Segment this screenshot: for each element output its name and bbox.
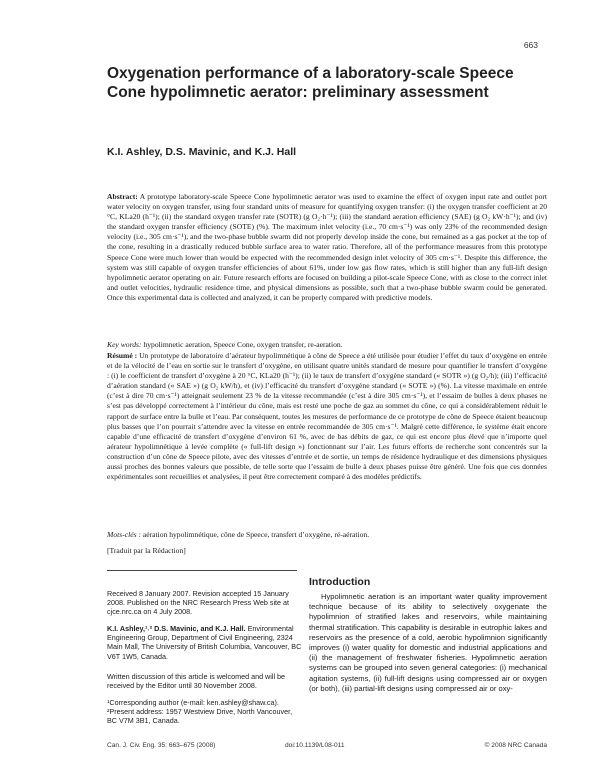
- doi: doi:10.1139/L08-011: [285, 742, 345, 749]
- article-title: Oxygenation performance of a laboratory-scale Speece Cone hypolimnetic aerator: preliminary assessment: [107, 65, 514, 101]
- page-number: 663: [523, 40, 538, 50]
- mots-cles-label: Mots-clés :: [107, 530, 141, 539]
- footnote-divider: [107, 570, 297, 571]
- resume-text: Un prototype de laboratoire d’aérateur hypolimnétique à cône de Speece a été utilisée pour étudier l’effet du taux d’oxygène en entrée et de la vélocité de l’eau en sortie sur le transfert d’oxygène, en utilisant quatre unités standard de mesure pour quantifier le transfert d’oxygène : (i) le coefficient de transfert d’oxygène à 20 °C, KLa20 (h⁻¹); (ii) le taux de transfert d’oxygène standard (« SOTR ») (g O₂/h); (iii) l’efficacité d’aération standard (« SAE ») (g O₂ kW/h), et (iv) l’efficacité du transfert d’oxygène standard (« SOTE ») (%). La vitesse maximale en entrée (c’est à dire 70 cm·s⁻¹) atteignait seulement 23 % de la vitesse recommandée (c’est à dire 305 cm·s⁻¹), et l’essaim de bulles à deux phases ne s’est pas développé correctement à l’intérieur du cône, mais est resté une poche de gaz au sommet du cône, ce qui a considérablement réduit le rapport de surface entre la bulle et l’eau. Par conséquent, toutes les mesures de performance de ce prototype de cône de Speece étaient beaucoup plus basses que l’on pourrait s’attendre avec la vitesse en entrée recommandée de 305 cm·s⁻¹. Malgré cette différence, le système était encore capable d’une efficacité de transfert d’oxygène d’environ 61 %, avec de bas débits de gaz, ce qui est encore plus élevé que n’importe quel aérateur hypolimnétique à levée complète (« full-lift design ») fonctionnant sur l’air. Les futurs efforts de recherche sont concentrés sur la construction d’un cône de Speece pilote, avec des vitesses d’entrée et de sortie, un temps de résidence hydraulique et des dimensions physiques aussi proches des bonnes valeurs que possible, de telle sorte que l’essaim de bulle à deux phases puisse être généré. Une fois que ces données expérimentales sont recueillies et analysées, il peut être correctement comparé à des modèles prédictifs.: [107, 351, 548, 482]
- resume-label: Résumé :: [107, 351, 138, 360]
- copyright: © 2008 NRC Canada: [484, 742, 547, 749]
- corresponding-footnotes: [107, 698, 303, 726]
- introduction-heading: Introduction: [309, 576, 371, 588]
- abstract: [107, 192, 547, 303]
- keywords: [107, 340, 547, 350]
- keywords-text: hypolimnetic aeration, Speece Cone, oxygen transfer, re-aeration.: [143, 340, 343, 349]
- abstract-text: A prototype laboratory-scale Speece Cone hypolimnetic aerator was used to examine the effect of oxygen input rate and outlet port water velocity on oxygen transfer, using four standard units of measure for quantifying oxygen transfer: (i) the oxygen transfer coefficient at 20 °C, KLa20 (h⁻¹); (ii) the standard oxygen transfer rate (SOTR) (g O₂·h⁻¹); (iii) the standard aeration efficiency (SAE) (g O₂ kW·h⁻¹); and (iv) the standard oxygen transfer efficiency (SOTE) (%). The maximum inlet velocity (i.e., 70 cm·s⁻¹) was only 23% of the recommended design velocity (i.e., 305 cm·s⁻¹), and the two-phase bubble swarm did not properly develop inside the cone, but remained as a gas pocket at the top of the cone, resulting in a drastically reduced bubble surface area to water ratio. Therefore, all of the performance measures from this prototype Speece Cone were much lower than would be expected with the recommended design inlet velocity of 305 cm·s⁻¹. Despite this difference, the system was still capable of oxygen transfer efficiencies of about 61%, under low gas flow rates, which is still higher than any full-lift design hypolimnetic aerator operating on air. Future research efforts are focused on building a pilot-scale Speece Cone, with as close to the correct inlet and outlet velocities, hydraulic residence time, and physical dimensions as possible, such that a two-phase bubble swarm could be generated. Once this experimental data is collected and analyzed, it can be properly compared with predictive models.: [107, 192, 547, 302]
- discussion-note: Written discussion of this article is welcomed and will be received by the Editor until 30 November 2008.: [107, 672, 286, 691]
- journal-citation: Can. J. Civ. Eng. 35: 663–675 (2008): [107, 742, 216, 749]
- received-dates: Received 8 January 2007. Revision accepted 15 January 2008. Published on the NRC Research Press Web site at cjce.nrc.ca on 4 July 2008.: [107, 589, 290, 617]
- abstract-label: Abstract:: [107, 192, 138, 201]
- resume: [107, 351, 547, 482]
- affiliation-text: Environmental Engineering Group, Department of Civil Engineering, 2324 Main Mall, The University of British Columbia, Vancouver, BC V6T 1W5, Canada.: [107, 624, 302, 661]
- present-address: ²Present address: 1957 Westview Drive, North Vancouver, BC V7M 3B1, Canada.: [107, 707, 293, 726]
- introduction-text: Hypolimnetic aeration is an important water quality improvement technique because of its ability to selectively oxygenate the hypolimnion of stratified lakes and reservoirs, while maintaining thermal stratification. This capability is desirable in eutrophic lakes and reservoirs as the presence of a cold, aerobic hypolimnion significantly improves (i) water quality for domestic and industrial applications and (ii) the management of freshwater fisheries. Hypolimnetic aeration systems can be grouped into seven general categories: (i) mechanical agitation systems, (ii) full-lift designs using compressed air or oxygen (or both), (iii) partial-lift designs using compressed air or oxy-: [309, 592, 547, 693]
- translation-note: [Traduit par la Rédaction]: [107, 546, 186, 555]
- keywords-label: Key words:: [107, 340, 142, 349]
- affiliation-names: K.I. Ashley,¹˒² D.S. Mavinic, and K.J. Hall.: [107, 624, 246, 633]
- author-affiliation: [107, 624, 303, 661]
- corresponding-author: ¹Corresponding author (e-mail: ken.ashley@shaw.ca).: [107, 698, 279, 707]
- mots-cles-text: aération hypolimnétique, cône de Speece, transfert d’oxygène, ré-aération.: [142, 530, 370, 539]
- mots-cles: [107, 530, 547, 540]
- author-list: K.I. Ashley, D.S. Mavinic, and K.J. Hall: [107, 146, 297, 158]
